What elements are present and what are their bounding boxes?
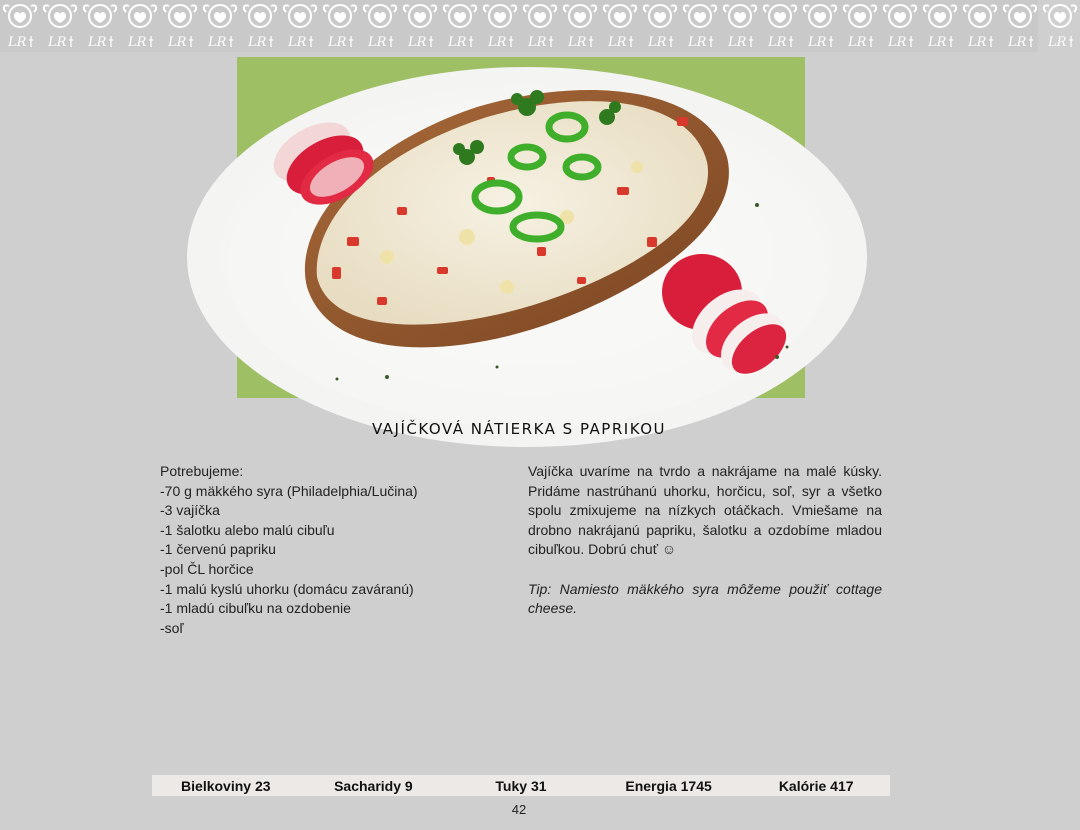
heart-leaf-ornament-icon: [920, 2, 960, 50]
heart-leaf-ornament-icon: [320, 2, 360, 50]
heart-leaf-ornament-icon: [720, 2, 760, 50]
nutrition-fat: Tuky 31: [495, 777, 547, 794]
border-motif: [760, 2, 800, 50]
border-motif: [920, 2, 960, 50]
border-motif: [240, 2, 280, 50]
instructions-text: Vajíčka uvaríme na tvrdo a nakrájame na malé kúsky. Pridáme nastrúhanú uhorku, horčicu, soľ, syr a všetko spolu zmixujeme na nízkych otáčkach. Vmiešame na drobno nakrájanú papriku, šalotku a ozdobíme mladou cibuľkou. Dobrú chuť ☺: [528, 463, 882, 558]
lr-mark: LR: [648, 35, 667, 50]
lr-mark: LR: [288, 35, 307, 50]
tip-text: Tip: Namiesto mäkkého syra môžeme použiť cottage cheese.: [528, 580, 882, 617]
border-motif: [440, 2, 480, 50]
nutrition-carbs: Sacharidy 9: [334, 777, 413, 794]
page-number: 42: [511, 802, 527, 817]
lr-mark: LR: [128, 35, 147, 50]
heart-leaf-ornament-icon: [400, 2, 440, 50]
lr-mark: LR: [208, 35, 227, 50]
lr-mark: LR: [488, 35, 507, 50]
border-motif: [200, 2, 240, 50]
lr-mark: LR: [928, 35, 947, 50]
heart-leaf-ornament-icon: [120, 2, 160, 50]
recipe-title: VAJÍČKOVÁ NÁTIERKA S PAPRIKOU: [371, 420, 666, 438]
heart-leaf-ornament-icon: [440, 2, 480, 50]
heart-leaf-ornament-icon: [360, 2, 400, 50]
ingredient-item: -1 červenú papriku: [160, 541, 276, 558]
lr-mark: LR: [368, 35, 387, 50]
lr-mark: LR: [448, 35, 467, 50]
heart-leaf-ornament-icon: [680, 2, 720, 50]
heart-leaf-ornament-icon: [240, 2, 280, 50]
lr-mark: LR: [88, 35, 107, 50]
nutrition-calories: Kalórie 417: [778, 777, 854, 794]
ingredient-item: -1 malú kyslú uhorku (domácu zaváranú): [160, 580, 414, 597]
heart-leaf-ornament-icon: [160, 2, 200, 50]
heart-leaf-ornament-icon: [560, 2, 600, 50]
border-motif: [160, 2, 200, 50]
border-motif: [320, 2, 360, 50]
border-motif: [800, 2, 840, 50]
lr-mark: LR: [808, 35, 827, 50]
lr-mark: LR: [848, 35, 867, 50]
lr-mark: LR: [968, 35, 987, 50]
ingredients-heading: Potrebujeme:: [160, 463, 244, 479]
border-motif: [1000, 2, 1040, 50]
border-motif: [960, 2, 1000, 50]
heart-leaf-ornament-icon: [760, 2, 800, 50]
egg-spread-sandwich-photo: [237, 57, 805, 398]
border-motif: [280, 2, 320, 50]
lr-mark: LR: [48, 35, 67, 50]
border-motif: [400, 2, 440, 50]
heart-leaf-ornament-icon: [1000, 2, 1040, 50]
heart-leaf-ornament-icon: [480, 2, 520, 50]
ingredient-item: -pol ČL horčice: [160, 560, 254, 577]
ingredient-item: -1 šalotku alebo malú cibuľu: [160, 521, 335, 538]
heart-leaf-ornament-icon: [0, 2, 40, 50]
lr-mark: LR: [608, 35, 627, 50]
lr-mark: LR: [1048, 35, 1067, 50]
ingredient-item: -3 vajíčka: [160, 502, 220, 519]
lr-mark: LR: [8, 35, 27, 50]
lr-mark: LR: [888, 35, 907, 50]
border-motif: [120, 2, 160, 50]
nutrition-energy: Energia 1745: [625, 777, 712, 794]
lr-mark: LR: [248, 35, 267, 50]
ingredient-item: -70 g mäkkého syra (Philadelphia/Lučina): [160, 482, 418, 499]
nutrition-protein: Bielkoviny 23: [181, 777, 271, 794]
border-motif: [680, 2, 720, 50]
heart-leaf-ornament-icon: [200, 2, 240, 50]
heart-leaf-ornament-icon: [280, 2, 320, 50]
nutrition-bar: [152, 775, 890, 796]
border-motif: [0, 2, 40, 50]
lr-mark: LR: [408, 35, 427, 50]
heart-leaf-ornament-icon: [80, 2, 120, 50]
border-motif: [720, 2, 760, 50]
border-motif: [520, 2, 560, 50]
ingredient-item: -soľ: [160, 619, 184, 636]
lr-mark: LR: [328, 35, 347, 50]
recipe-photo: [237, 57, 805, 398]
ingredients-list: [160, 462, 490, 638]
border-motif: [40, 2, 80, 50]
instructions-block: [528, 462, 882, 619]
heart-leaf-ornament-icon: [40, 2, 80, 50]
border-motif: [480, 2, 520, 50]
ingredient-item: -1 mladú cibuľku na ozdobenie: [160, 600, 351, 617]
heart-leaf-ornament-icon: [800, 2, 840, 50]
heart-leaf-ornament-icon: [640, 2, 680, 50]
lr-mark: LR: [688, 35, 707, 50]
heart-leaf-ornament-icon: [960, 2, 1000, 50]
border-motif: [560, 2, 600, 50]
border-motif: [1040, 2, 1080, 50]
heart-leaf-ornament-icon: [880, 2, 920, 50]
border-motif: [840, 2, 880, 50]
lr-mark: LR: [168, 35, 187, 50]
header-border: [0, 0, 1067, 52]
border-motif: [360, 2, 400, 50]
heart-leaf-ornament-icon: [840, 2, 880, 50]
border-motif: [80, 2, 120, 50]
border-motif: [640, 2, 680, 50]
border-motif: [880, 2, 920, 50]
heart-leaf-ornament-icon: [600, 2, 640, 50]
border-motif: [600, 2, 640, 50]
heart-leaf-ornament-icon: [1040, 2, 1080, 50]
lr-mark: LR: [768, 35, 787, 50]
lr-mark: LR: [728, 35, 747, 50]
lr-mark: LR: [1008, 35, 1027, 50]
heart-leaf-ornament-icon: [520, 2, 560, 50]
lr-mark: LR: [568, 35, 587, 50]
lr-mark: LR: [528, 35, 547, 50]
border-motif-row: [0, 2, 1080, 50]
